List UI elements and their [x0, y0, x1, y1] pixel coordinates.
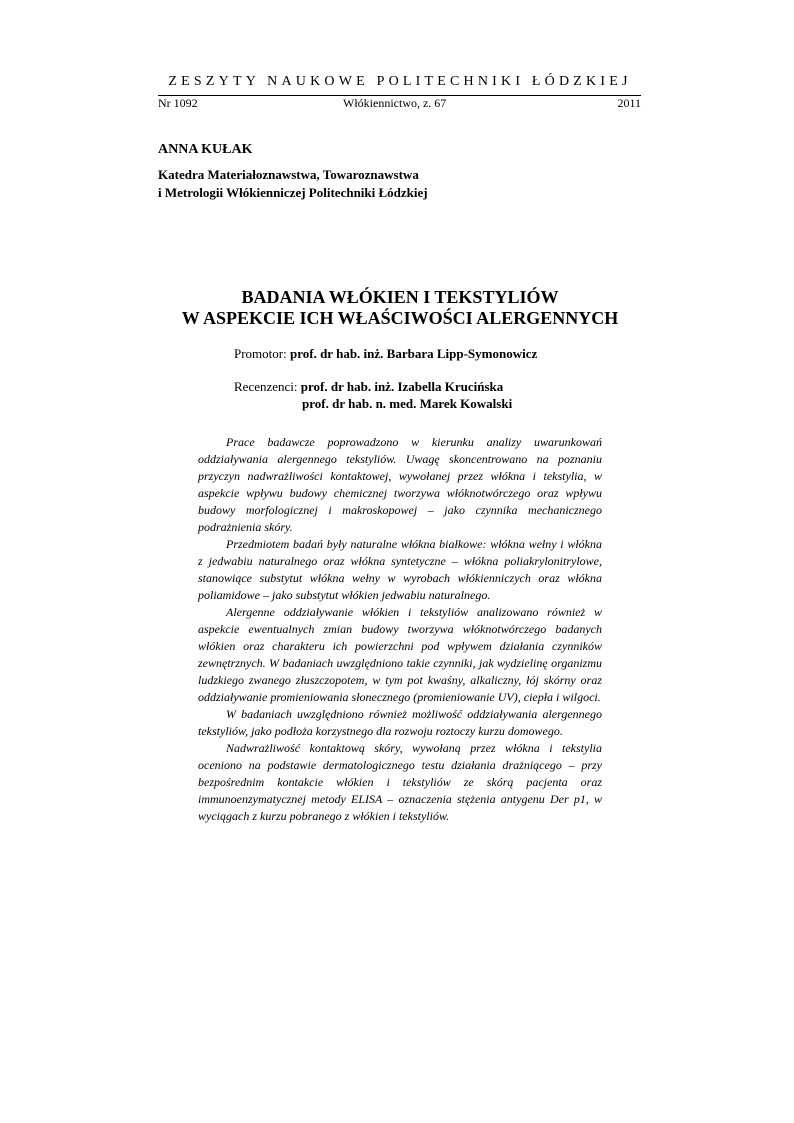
abstract	[198, 434, 602, 825]
reviewer-name: prof. dr hab. inż. Izabella Krucińska	[300, 379, 504, 394]
affiliation-line: i Metrologii Włókienniczej Politechniki Łódzkiej	[158, 185, 428, 200]
affiliation-line: Katedra Materiałoznawstwa, Towaroznawstwa	[158, 167, 419, 182]
abstract-paragraph: Prace badawcze poprowadzono w kierunku analizy uwarunkowań oddziaływania alergennego tekstyliów. Uwagę skoncentrowano na poznaniu przyczyn nadwrażliwości kontaktowej, wywołanej przez włókna i tekstylia, w aspekcie wpływu budowy chemicznej tworzywa włóknotwórczego oraz wpływu budowy morfologicznej i makroskopowej – jako czynnika mechanicznego podrażnienia skóry.	[198, 435, 602, 534]
paper-title	[120, 287, 680, 329]
issue-number: Nr 1092	[158, 96, 198, 110]
promotor	[234, 346, 537, 362]
issue-year: 2011	[617, 96, 641, 110]
abstract-paragraph: Nadwrażliwość kontaktową skóry, wywołaną przez włókna i tekstylia oceniono na podstawie dermatologicznego testu działania drażniącego – przy bezpośrednim kontakcie włókien i tekstyliów ze skórą pacjenta oraz immunoenzymatycznej metody ELISA – oznaczenia stężenia antygenu Der p1, w wyciągach z kurzu pobranego z włókien i tekstyliów.	[198, 741, 602, 823]
reviewer-row	[234, 395, 512, 412]
reviewer-row	[234, 378, 512, 395]
journal-title: ZESZYTY NAUKOWE POLITECHNIKI ŁÓDZKIEJ	[168, 74, 632, 89]
promotor-label: Promotor:	[234, 346, 287, 361]
title-line: BADANIA WŁÓKIEN I TEKSTYLIÓW	[241, 287, 559, 307]
issue-line	[158, 96, 641, 110]
author-name: ANNA KUŁAK	[158, 142, 253, 157]
abstract-paragraph: Alergenne oddziaływanie włókien i tekstyliów analizowano również w aspekcie ewentualnych zmian budowy tworzywa włóknotwórczego badanych włókien oraz charakteru ich powierzchni pod wpływem działania czynników zewnętrznych. W badaniach uwzględniono takie czynniki, jak wydzielinę organizmu ludzkiego zwanego złuszczopotem, w tym pot kwaśny, alkaliczny, łój skórny oraz oddziaływanie promieniowania słonecznego (promieniowanie UV), ciepła i wilgoci.	[198, 605, 602, 704]
affiliation	[158, 166, 558, 202]
reviewer-name: prof. dr hab. n. med. Marek Kowalski	[302, 396, 513, 411]
title-line: W ASPEKCIE ICH WŁAŚCIWOŚCI ALERGENNYCH	[181, 308, 619, 328]
promotor-name: prof. dr hab. inż. Barbara Lipp-Symonowicz	[289, 346, 538, 361]
issue-series: Włókiennictwo, z. 67	[343, 96, 447, 110]
abstract-paragraph: Przedmiotem badań były naturalne włókna białkowe: włókna wełny i włókna z jedwabiu naturalnego oraz włókna syntetyczne – włókna poliakrylonitrylowe, stanowiące substytut włókna wełny w wyrobach włókienniczych oraz włókna poliamidowe – jako substytut włókien jedwabiu naturalnego.	[198, 537, 602, 602]
reviewers-label: Recenzenci:	[234, 379, 298, 394]
reviewers	[234, 378, 512, 412]
abstract-paragraph: W badaniach uwzględniono również możliwość oddziaływania alergennego tekstyliów, jako podłoża korzystnego dla rozwoju roztoczy kurzu domowego.	[198, 707, 602, 738]
